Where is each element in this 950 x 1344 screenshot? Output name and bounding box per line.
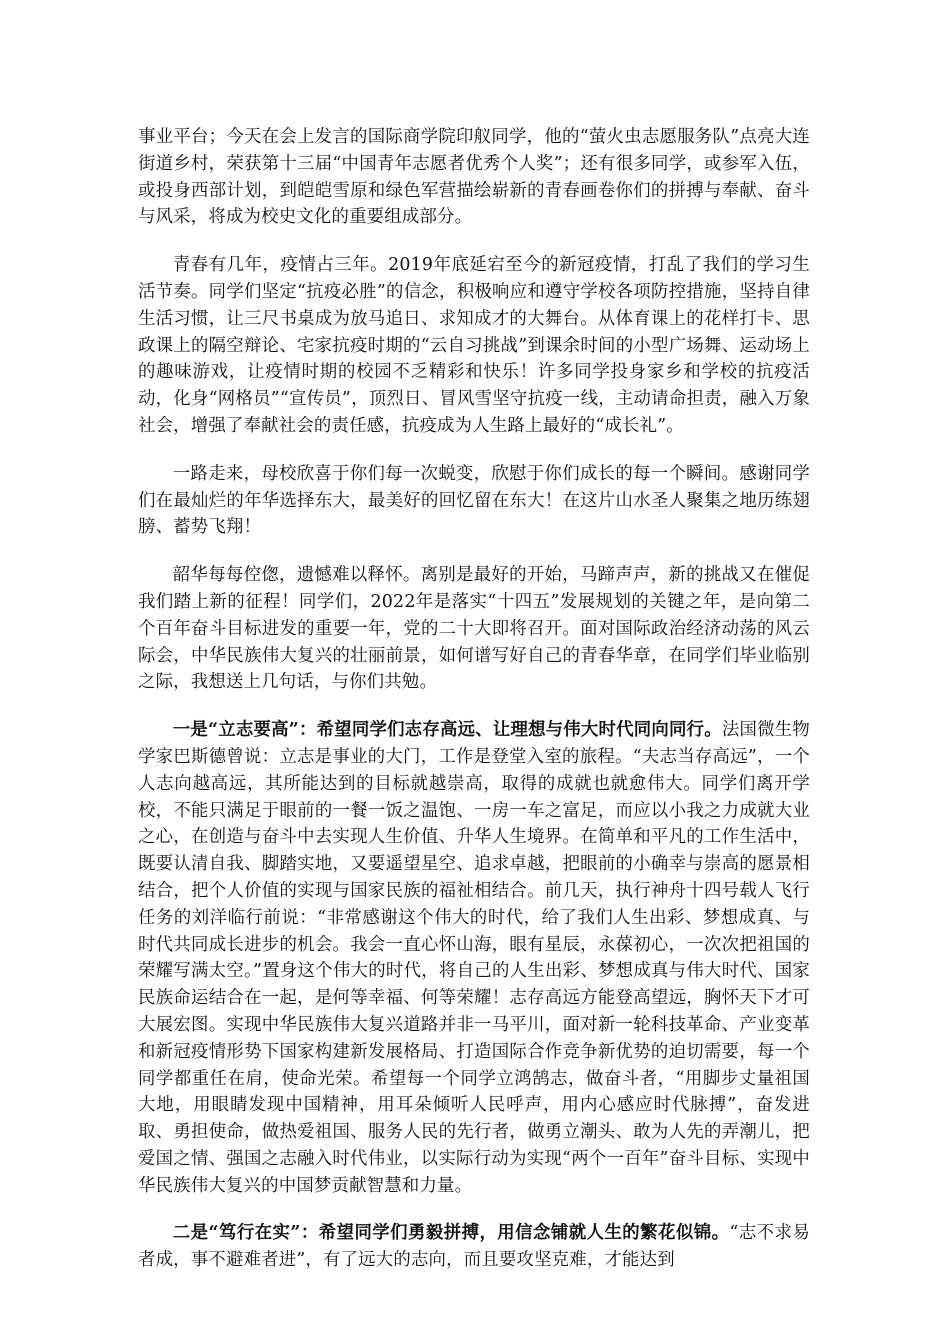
paragraph-6-heading: 二是“笃行在实”：希望同学们勇毅拼搏，用信念铺就人生的繁花似锦。 (172, 1223, 730, 1244)
paragraph-2 (138, 252, 810, 440)
paragraph-4 (138, 562, 810, 696)
paragraph-3-text: 一路走来，母校欣喜于你们每一次蜕变，欣慰于你们成长的每一个瞬间。感谢同学们在最灿烂的年华选择东大，最美好的回忆留在东大！在这片山水圣人聚集之地历练翅膀、蓄势飞翔！ (138, 463, 810, 538)
document-page (138, 124, 810, 1295)
paragraph-1 (138, 124, 810, 231)
paragraph-6 (138, 1220, 810, 1274)
paragraph-5 (138, 717, 810, 1199)
paragraph-1-text: 事业平台；今天在会上发言的国际商学院印舣同学，他的“萤火虫志愿服务队”点亮大连街道乡村，荣获第十三届“中国青年志愿者优秀个人奖”；还有很多同学，或参军入伍，或投身西部计划，到皑皑雪原和绿色军营描绘崭新的青春画卷你们的拼搏与奉献、奋斗与风采，将成为校史文化的重要组成部分。 (138, 127, 810, 228)
paragraph-6-text: “志不求易者成，事不避难者进”，有了远大的志向，而且要攻坚克难，才能达到 (138, 1223, 810, 1271)
paragraph-5-heading: 一是“立志要高”：希望同学们志存高远、让理想与伟大时代同向同行。 (172, 720, 722, 741)
paragraph-3 (138, 461, 810, 541)
paragraph-5-text: 法国微生物学家巴斯德曾说：立志是事业的大门，工作是登堂入室的旅程。“夫志当存高远”，一个人志向越高远，其所能达到的目标就越崇高，取得的成就也就愈伟大。同学们离开学校，不能只满足于眼前的一餐一饭之温饱、一房一车之富足，而应以小我之力成就大业之心，在创造与奋斗中去实现人生价值、升华人生境界。在简单和平凡的工作生活中，既要认清自我、脚踏实地，又要遥望星空、追求卓越，把眼前的小确幸与崇高的愿景相结合，把个人价值的实现与国家民族的福祉相结合。前几天，执行神舟十四号载人飞行任务的刘洋临行前说：“非常感谢这个伟大的时代，给了我们人生出彩、梦想成真、与时代共同成长进步的机会。我会一直心怀山海，眼有星辰，永葆初心，一次次把祖国的荣耀写满太空。”置身这个伟大的时代，将自己的人生出彩、梦想成真与伟大时代、国家民族命运结合在一起，是何等幸福、何等荣耀！志存高远方能登高望远，胸怀天下才可大展宏图。实现中华民族伟大复兴道路并非一马平川，面对新一轮科技革命、产业变革和新冠疫情形势下国家构建新发展格局、打造国际合作竞争新优势的迫切需要，每一个同学都重任在肩，使命光荣。希望每一个同学立鸿鹄志，做奋斗者，“用脚步丈量祖国大地，用眼睛发现中国精神，用耳朵倾听人民呼声，用内心感应时代脉搏”，奋发进取、勇担使命，做热爱祖国、服务人民的先行者，做勇立潮头、敢为人先的弄潮儿，把爱国之情、强国之志融入时代伟业，以实际行动为实现“两个一百年”奋斗目标、实现中华民族伟大复兴的中国梦贡献智慧和力量。 (138, 720, 810, 1196)
paragraph-2-text: 青春有几年，疫情占三年。2019年底延宕至今的新冠疫情，打乱了我们的学习生活节奏。同学们坚定“抗疫必胜”的信念，积极响应和遵守学校各项防控措施，坚持自律生活习惯，让三尺书桌成为放马追日、求知成才的大舞台。从体育课上的花样打卡、思政课上的隔空辩论、宅家抗疫时期的“云自习挑战”到课余时间的小型广场舞、运动场上的趣味游戏，让疫情时期的校园不乏精彩和快乐！许多同学投身家乡和学校的抗疫活动，化身“网格员”“宣传员”，顶烈日、冒风雪坚守抗疫一线，主动请命担责，融入万象社会，增强了奉献社会的责任感，抗疫成为人生路上最好的“成长礼”。 (138, 255, 810, 436)
paragraph-4-text: 韶华每每倥偬，遗憾难以释怀。离别是最好的开始，马蹄声声，新的挑战又在催促我们踏上新的征程！同学们，2022年是落实“十四五”发展规划的关键之年，是向第二个百年奋斗目标进发的重要一年，党的二十大即将召开。面对国际政治经济动荡的风云际会，中华民族伟大复兴的壮丽前景，如何谱写好自己的青春华章，在同学们毕业临别之际，我想送上几句话，与你们共勉。 (138, 565, 810, 693)
